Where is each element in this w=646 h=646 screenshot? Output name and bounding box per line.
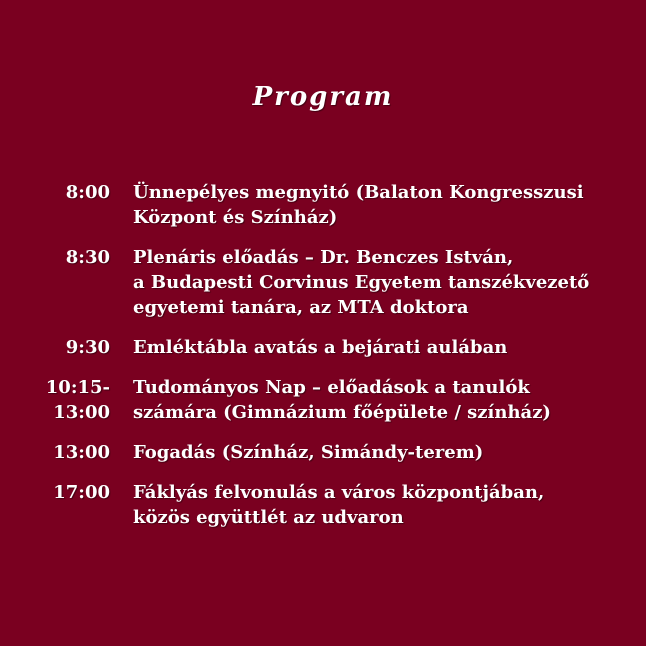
event-description-line: Ünnepélyes megnyitó (Balaton Kongresszusi xyxy=(133,182,584,203)
event-description xyxy=(133,480,544,530)
program-schedule xyxy=(30,180,620,545)
schedule-row xyxy=(30,480,620,530)
event-description-line: Plenáris előadás – Dr. Benczes István, xyxy=(133,247,514,268)
event-description xyxy=(133,335,507,360)
event-time: 8:00 xyxy=(65,182,110,203)
schedule-row xyxy=(30,245,620,320)
event-description-line: közös együttlét az udvaron xyxy=(133,507,404,528)
event-description-line: számára (Gimnázium főépülete / színház) xyxy=(133,402,551,423)
schedule-row xyxy=(30,335,620,360)
event-time: 13:00 xyxy=(53,442,110,463)
event-description-line: Emléktábla avatás a bejárati aulában xyxy=(133,337,508,358)
event-description-line: Fogadás (Színház, Simándy-terem) xyxy=(133,442,484,463)
schedule-row xyxy=(30,375,620,425)
event-description xyxy=(133,180,584,230)
event-time: 9:30 xyxy=(65,337,110,358)
event-time: 8:30 xyxy=(65,247,110,268)
event-description xyxy=(133,440,483,465)
schedule-row xyxy=(30,440,620,465)
event-description-line: Tudományos Nap – előadások a tanulók xyxy=(133,377,530,398)
schedule-row xyxy=(30,180,620,230)
event-description xyxy=(133,245,589,320)
event-description-line: egyetemi tanára, az MTA doktora xyxy=(133,297,469,318)
event-description xyxy=(133,375,551,425)
event-time: 17:00 xyxy=(53,482,110,503)
page-title: Program xyxy=(252,82,394,112)
event-description-line: Fáklyás felvonulás a város központjában, xyxy=(133,482,545,503)
event-time: 10:15- 13:00 xyxy=(45,377,110,423)
event-description-line: a Budapesti Corvinus Egyetem tanszékvezető xyxy=(133,272,590,293)
event-description-line: Központ és Színház) xyxy=(133,207,338,228)
